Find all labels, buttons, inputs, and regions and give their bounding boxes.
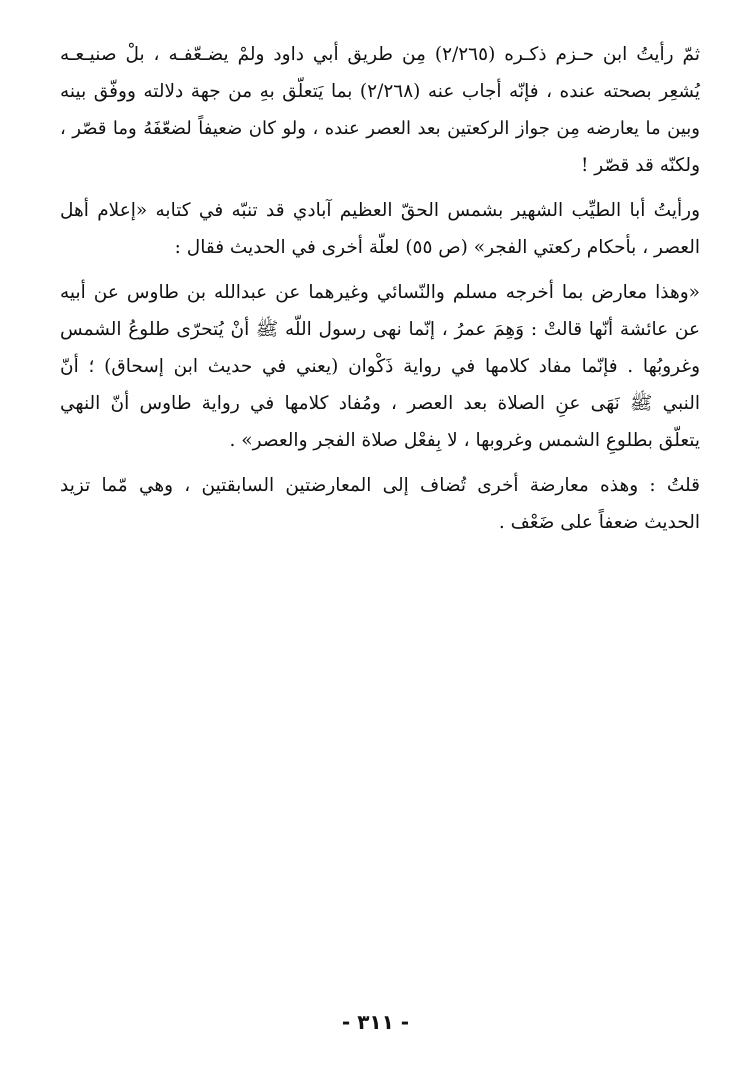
- text-line: يُشعِر بصحته عنده ، فإنّه أجاب عنه (٢/٢٦٨) بما يَتعلّق بهِ من جهة دلالته ووفّق بينه: [60, 81, 700, 102]
- text-line: العصر ، بأحكام ركعتي الفجر» (ص ٥٥) لعلّة أخرى في الحديث فقال :: [174, 237, 700, 258]
- paragraph-2: [60, 192, 700, 266]
- text-line: وغروبُها . فإنّما مفاد كلامها في رواية ذَكْوان (يعني في حديث ابن إسحاق) ؛ أنّ: [60, 356, 700, 377]
- text-line: ثمّ رأيتُ ابن حـزم ذكـره (٢/٢٦٥) مِن طريق أبي داود ولمْ يضـعّفـه ، بلْ صنيـعـه: [60, 44, 700, 65]
- text-line: قلتُ : وهذه معارضة أخرى تُضاف إلى المعارضتين السابقتين ، وهي مّما تزيد: [60, 475, 700, 496]
- text-line: «وهذا معارض بما أخرجه مسلم والنّسائي وغيرهما عن عبدالله بن طاوس عن أبيه: [60, 282, 700, 303]
- page-body: [60, 36, 700, 541]
- text-line: النبي ﷺ نَهَى عنِ الصلاة بعد العصر ، ومُفاد كلامها في رواية طاوس أنّ النهي: [60, 393, 700, 414]
- paragraph-1: [60, 36, 700, 184]
- paragraph-3-quotation: [60, 274, 700, 459]
- page-number: - ٣١١ -: [341, 1010, 410, 1034]
- text-line: يتعلّق بطلوعِ الشمس وغروبها ، لا بِفعْل صلاة الفجر والعصر» .: [229, 430, 700, 451]
- text-line: عن عائشة أنّها قالتْ : وَهِمَ عمرُ ، إنّما نهى رسول اللّه ﷺ أنْ يُتحرّى طلوعُ الشمس: [60, 319, 700, 340]
- text-line: ورأيتُ أبا الطيِّب الشهير بشمس الحقّ العظيم آبادي قد تنبّه في كتابه «إعلام أهل: [60, 200, 700, 221]
- text-line: ولكنّه قد قصّر !: [580, 155, 700, 176]
- paragraph-4: [60, 467, 700, 541]
- text-line: الحديث ضعفاً على ضَعْف .: [498, 512, 700, 533]
- text-line: وبين ما يعارضه مِن جواز الركعتين بعد العصر عنده ، ولو كان ضعيفاً لضعّفَهُ وما قصّر ،: [60, 118, 700, 139]
